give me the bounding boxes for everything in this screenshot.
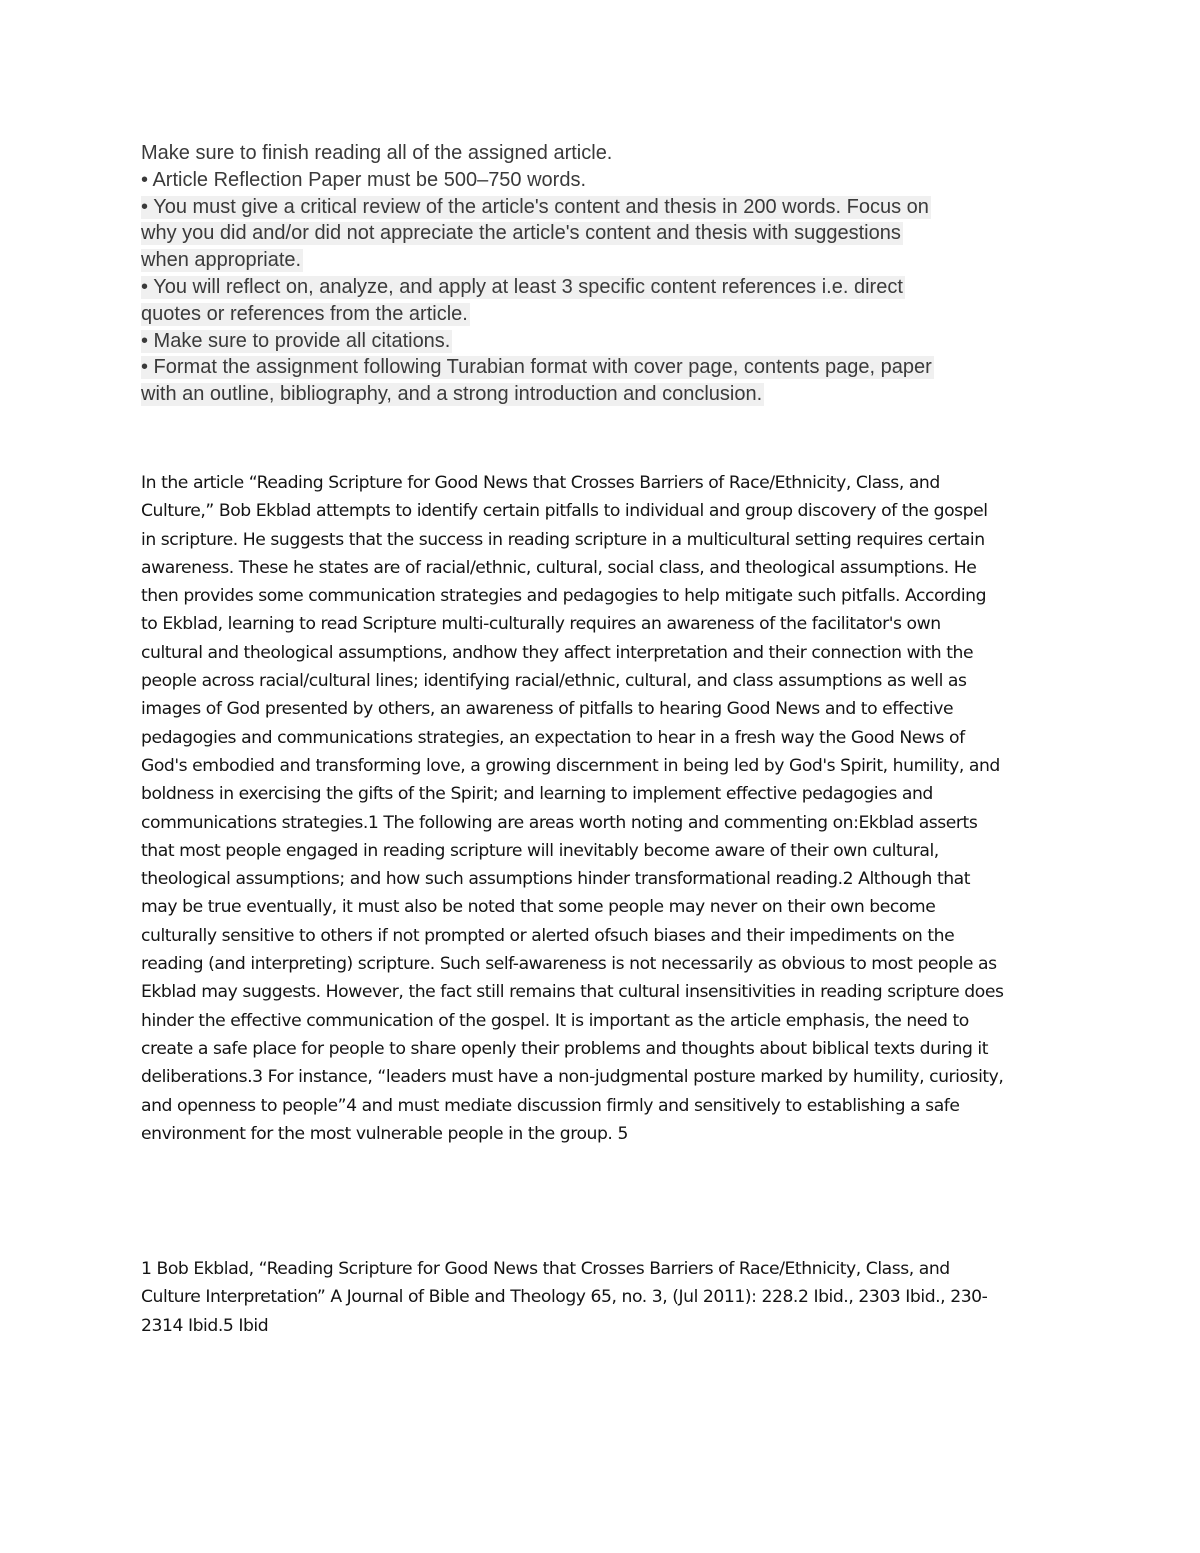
paragraph-line: reading (and interpreting) scripture. Such self-awareness is not necessarily as obvious to most people as [141,954,997,975]
paragraph-line: In the article “Reading Scripture for Good News that Crosses Barriers of Race/Ethnicity, Class, and [141,473,940,493]
instruction-line: with an outline, bibliography, and a strong introduction and conclusion. [141,383,763,406]
reflection-paragraph [141,469,1061,1148]
paragraph-line: cultural and theological assumptions, andhow they affect interpretation and their connection with the [141,642,974,663]
instruction-line: • Article Reflection Paper must be 500–750 words. [141,168,587,191]
instruction-line: when appropriate. [141,249,302,272]
instruction-line: Make sure to finish reading all of the assigned article. [141,142,613,164]
paragraph-line: environment for the most vulnerable people in the group. 5 [141,1123,628,1144]
footnote-line: 1 Bob Ekblad, “Reading Scripture for Good News that Crosses Barriers of Race/Ethnicity, Class, and [141,1259,950,1279]
paragraph-line: culturally sensitive to others if not prompted or alerted ofsuch biases and their impediments on the [141,925,955,946]
assignment-instructions [141,140,1041,408]
footnotes [141,1255,1061,1340]
paragraph-line: Ekblad may suggests. However, the fact still remains that cultural insensitivities in reading scripture does [141,982,1004,1003]
instruction-line: why you did and/or did not appreciate the article's content and thesis with suggestions [141,222,901,245]
paragraph-line: and openness to people”4 and must mediate discussion firmly and sensitively to establishing a safe [141,1095,960,1116]
paragraph-line: people across racial/cultural lines; identifying racial/ethnic, cultural, and class assumptions as well as [141,671,967,692]
paragraph-line: communications strategies.1 The following are areas worth noting and commenting on:Ekblad asserts [141,812,978,833]
paragraph-line: theological assumptions; and how such assumptions hinder transformational reading.2 Although that [141,869,971,890]
paragraph-line: images of God presented by others, an awareness of pitfalls to hearing Good News and to effective [141,699,954,720]
paragraph-line: in scripture. He suggests that the success in reading scripture in a multicultural setting requires certain [141,529,985,550]
instruction-line: • Make sure to provide all citations. [141,329,451,352]
paragraph-line: then provides some communication strategies and pedagogies to help mitigate such pitfalls. According [141,586,987,607]
footnote-line: Culture Interpretation” A Journal of Bible and Theology 65, no. 3, (Jul 2011): 228.2 Ibid., 2303 Ibid., 230- [141,1287,988,1308]
paragraph-line: awareness. These he states are of racial/ethnic, cultural, social class, and theological assumptions. He [141,557,977,578]
paragraph-line: hinder the effective communication of the gospel. It is important as the article emphasis, the need to [141,1010,969,1031]
paragraph-line: to Ekblad, learning to read Scripture multi-culturally requires an awareness of the facilitator's own [141,614,941,635]
instruction-line: • You will reflect on, analyze, and apply at least 3 specific content references i.e. direct [141,275,903,298]
paragraph-line: pedagogies and communications strategies, an expectation to hear in a fresh way the Good News of [141,727,965,748]
paragraph-line: Culture,” Bob Ekblad attempts to identify certain pitfalls to individual and group discovery of the gospel [141,501,988,522]
paragraph-line: God's embodied and transforming love, a growing discernment in being led by God's Spirit, humility, and [141,755,1000,776]
instruction-line: • Format the assignment following Turabian format with cover page, contents page, paper [141,356,932,379]
paragraph-line: may be true eventually, it must also be noted that some people may never on their own become [141,897,936,918]
footnote-line: 2314 Ibid.5 Ibid [141,1315,269,1336]
instruction-line: • You must give a critical review of the article's content and thesis in 200 words. Focus on [141,195,929,218]
instruction-line: quotes or references from the article. [141,302,468,325]
paragraph-line: create a safe place for people to share openly their problems and thoughts about biblical texts during it [141,1038,989,1059]
paragraph-line: deliberations.3 For instance, “leaders must have a non-judgmental posture marked by humility, curiosity, [141,1067,1004,1088]
paragraph-line: that most people engaged in reading scripture will inevitably become aware of their own cultural, [141,840,939,861]
paragraph-line: boldness in exercising the gifts of the Spirit; and learning to implement effective pedagogies and [141,784,933,805]
